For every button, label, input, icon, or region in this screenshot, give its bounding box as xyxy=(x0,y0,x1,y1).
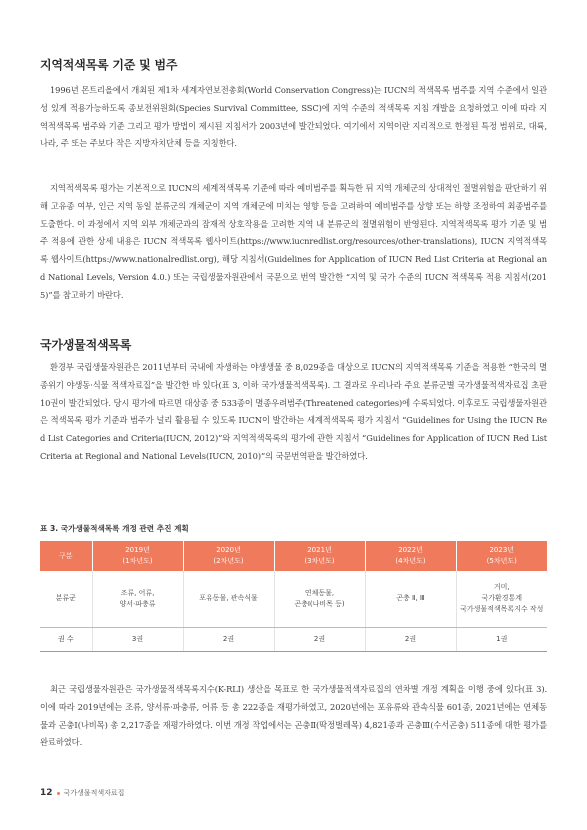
header-year: 2021년 xyxy=(307,546,332,554)
header-year: 2020년 xyxy=(216,546,241,554)
table-cell: 1권 xyxy=(456,627,547,651)
header-cell-year xyxy=(365,541,456,571)
header-cell-year xyxy=(183,541,274,571)
header-phase: (3차년도) xyxy=(304,557,335,565)
header-phase: (2차년도) xyxy=(213,557,244,565)
table-cell xyxy=(365,571,456,627)
header-year: 2023년 xyxy=(489,546,515,554)
section-heading-regional-criteria: 지역적색목록 기준 및 범주 xyxy=(40,58,178,72)
header-cell-label: 구분 xyxy=(40,541,92,571)
paragraph-regional-history: 1996년 몬트리올에서 개최된 제1차 세계자연보전총회(World Conservation Congress)는 IUCN의 적색목록 범주를 지역 수준에서 일관성 있게 적용가능하도록 종보전위원회(Species Survival Committee, SSC)에 지역 수준의 적색목록 지침 개발을 요청하였고 이에 따라 지역적색목록 범주와 기준 그리고 평가 방법이 제시된 지침서가 2003년에 발간되었다. 여기에서 지역이란 지리적으로 한정된 특정 범위로, 대륙, 나라, 주 또는 주보다 작은 지방자치단체 등을 지칭한다. xyxy=(40,85,547,149)
cell-line: 포유동물, 관속식물 xyxy=(199,594,258,603)
table-cell: 2권 xyxy=(365,627,456,651)
row-label: 권 수 xyxy=(40,627,92,651)
paragraph-regional-assessment: 지역적색목록 평가는 기본적으로 IUCN의 세계적색목록 기준에 따라 예비범주를 획득한 뒤 지역 개체군의 상대적인 절멸위험을 판단하기 위해 고유종 여부, 인근 지역 동일 분류군의 개체군이 지역 개체군에 미치는 영향 등을 고려하여 예비범주를 상향 또는 하향 조정하여 최종범주를 도출한다. 이 과정에서 지역 외부 개체군과의 잠재적 상호작용을 고려한 지역 내 분류군의 절멸위험이 반영된다. 지역적색목록 평가 기준 및 범주 적용에 관한 상세 내용은 IUCN 적색목록 웹사이트(https://www.iucnredlist.org/resources/other-translations), IUCN 지역적색목록 웹사이트(https://www.nationalredlist.org), 해당 지침서(Guidelines for Application of IUCN Red List Criteria at Regional and National Levels, Version 4.0.) 또는 국립생물자원관에서 국문으로 번역 발간한 “지역 및 국가 수준의 IUCN 적색목록 적용 지침서(2015)”를 참고하기 바란다. xyxy=(40,183,547,300)
table-cell xyxy=(456,571,547,627)
table-cell xyxy=(92,571,183,627)
cell-line: 조류, 어류, xyxy=(120,588,155,597)
table-cell: 2권 xyxy=(183,627,274,651)
table-cell: 3권 xyxy=(92,627,183,651)
book-title: 국가생물적색자료집 xyxy=(63,789,125,797)
header-cell-year xyxy=(456,541,547,571)
cell-line: 연체동물, xyxy=(304,588,335,597)
header-cell-year xyxy=(274,541,365,571)
cell-line: 거미, xyxy=(493,583,510,592)
cell-line: 국가환경통계 xyxy=(481,594,523,603)
cell-line: 곤충Ⅰ(나비목 등) xyxy=(294,599,345,608)
section-heading-national-redlist: 국가생물적색목록 xyxy=(40,338,132,352)
header-cell-year xyxy=(92,541,183,571)
header-phase: (4차년도) xyxy=(395,557,426,565)
header-year: 2022년 xyxy=(398,546,423,554)
table-row-volumes xyxy=(40,627,547,651)
cell-line: 양서·파충류 xyxy=(119,599,156,608)
table-cell xyxy=(183,571,274,627)
cell-line: 곤충 Ⅱ, Ⅲ xyxy=(396,594,425,603)
table-caption: 표 3. 국가생물적색목록 개정 관련 추진 계획 xyxy=(40,524,189,533)
bullet-dot-icon xyxy=(57,792,60,795)
header-year: 2019년 xyxy=(125,546,150,554)
header-phase: (5차년도) xyxy=(486,557,517,565)
row-label: 분류군 xyxy=(40,571,92,627)
page-number: 12 xyxy=(40,788,53,798)
paragraph-revision-status: 최근 국립생물자원관은 국가생물적색목록지수(K-RLI) 생산을 목표로 한 국가생물적색자료집의 연차별 개정 계획을 이행 중에 있다(표 3). 이에 따라 2019년에는 조류, 양서류·파충류, 어류 등 총 222종을 재평가하였고, 2020년에는 포유류와 관속식물 601종, 2021년에는 연체동물과 곤충Ⅰ(나비목) 총 2,217종을 재평가하였다. 이번 개정 작업에서는 곤충Ⅱ(딱정벌레목) 4,821종과 곤충Ⅲ(수서곤충) 511종에 대한 평가를 완료하였다. xyxy=(40,684,547,748)
table-header-row xyxy=(40,541,547,571)
table-row-taxa xyxy=(40,571,547,627)
revision-plan-table xyxy=(40,541,547,652)
table-cell: 2권 xyxy=(274,627,365,651)
paragraph-national-redlist: 환경부 국립생물자원관은 2011년부터 국내에 자생하는 야생생물 중 8,029종을 대상으로 IUCN의 지역적색목록 기준을 적용한 “한국의 멸종위기 야생동·식물 적색자료집”을 발간한 바 있다(표 3, 이하 국가생물적색목록). 그 결과로 우리나라 주요 분류군별 국가생물적색자료집 초판 10권이 발간되었다. 당시 평가에 따르면 대상종 중 533종이 멸종우려범주(Threatened categories)에 수록되었다. 이후로도 국립생물자원관은 적색목록 평가 기준과 범주가 널리 활용될 수 있도록 IUCN이 발간하는 세계적색목록 평가 지침서 “Guidelines for Using the IUCN Red List Categories and Criteria(IUCN, 2012)”와 지역적색목록의 평가에 관한 지침서 “Guidelines for Application of IUCN Red List Criteria at Regional and National Levels(IUCN, 2010)”의 국문번역판을 발간하였다. xyxy=(40,362,547,461)
page-footer xyxy=(40,788,124,798)
cell-line: 국가생물적색목록지수 작성 xyxy=(460,605,544,614)
header-phase: (1차년도) xyxy=(122,557,153,565)
table-cell xyxy=(274,571,365,627)
